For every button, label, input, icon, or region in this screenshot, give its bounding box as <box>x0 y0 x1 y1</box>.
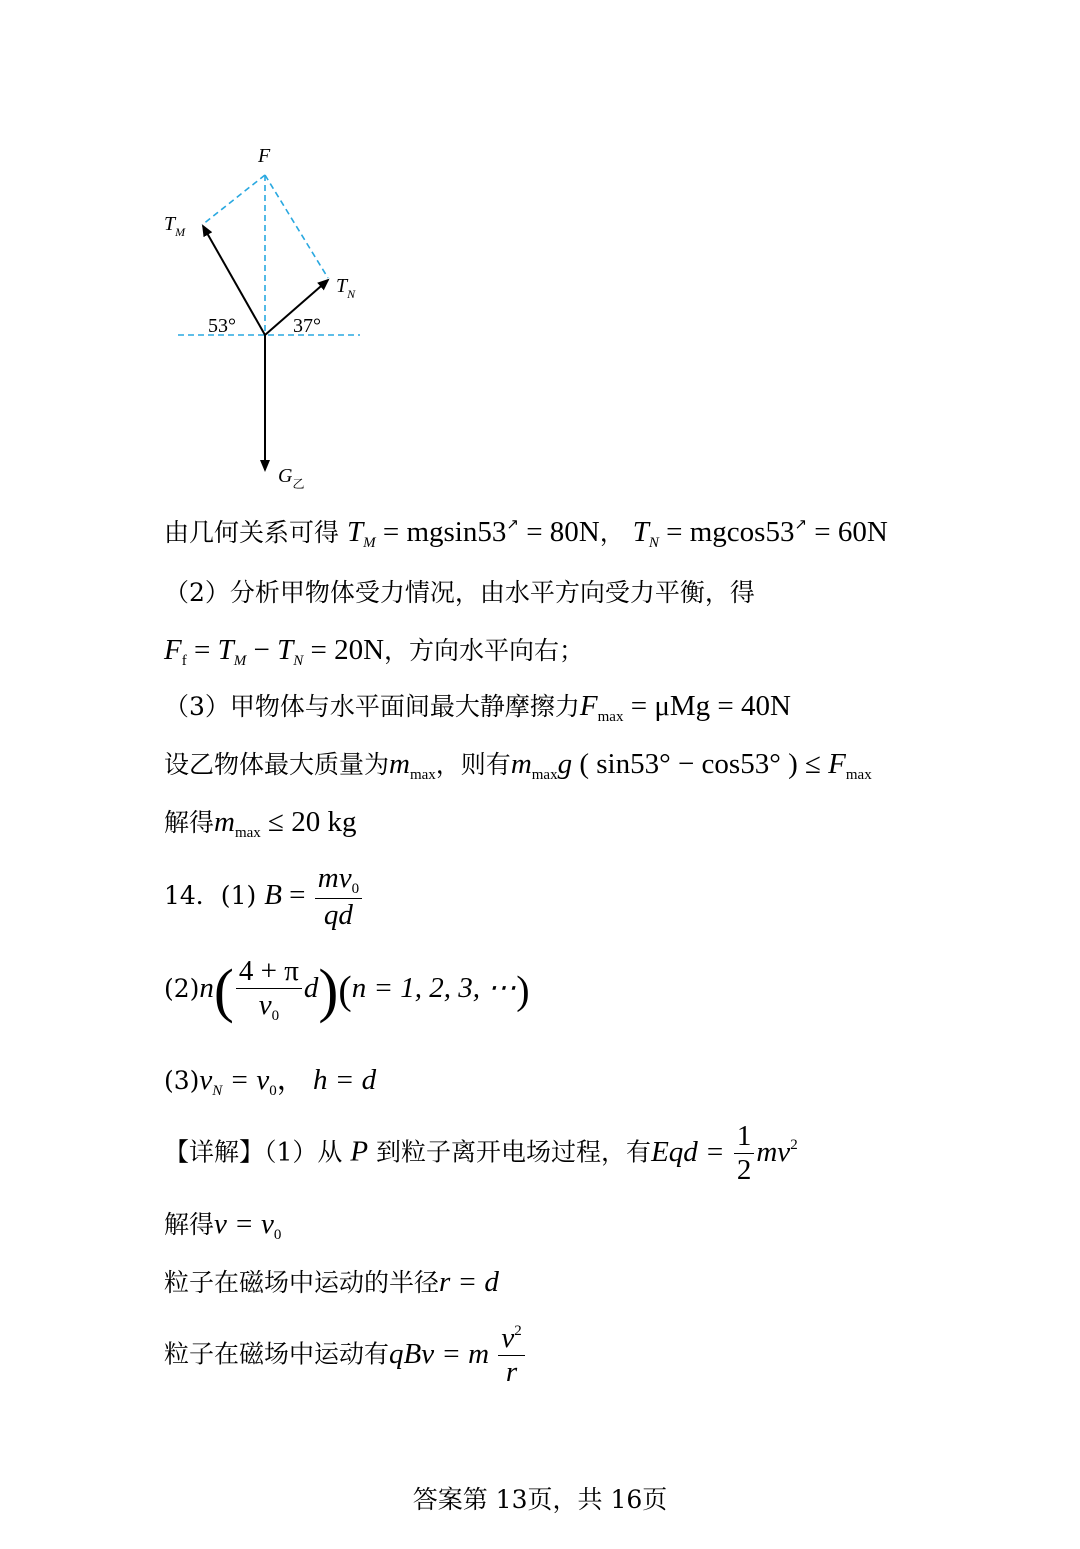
detail-part1: 【详解】（1）从 P 到粒子离开电场过程，有Eqd = $\frac{1}{2}$ $mv^2$ <box>164 1120 798 1187</box>
parallelogram-edge-left <box>202 175 265 225</box>
line-tension-values: 由几何关系可得 $T_M = mgsin53^↗ = 80N$， $T_N = mgcos53^↗ = 60N$ <box>164 516 888 551</box>
angle-53: 53° <box>208 315 236 337</box>
line-max-mass-result: 解得$m_{max} \le 20$ kg <box>164 806 357 841</box>
line-max-mass-condition: 设乙物体最大质量为$m_{max}$，则有$m_{max}g$ ( sin53° − cos53° ) ≤ $F_{max}$ <box>164 748 872 783</box>
line-max-static-friction: （3）甲物体与水平面间最大静摩擦力$F_{max} = \mu Mg = 40N$ <box>164 690 791 725</box>
line-analysis-part2: （2）分析甲物体受力情况，由水平方向受力平衡，得 <box>164 578 755 607</box>
motion-equation: 粒子在磁场中运动有qBv = m $\frac{v^2}{r}$ <box>164 1322 527 1390</box>
label-g: $G_乙$ <box>278 465 305 491</box>
radius-line: 粒子在磁场中运动的半径r = d <box>164 1266 499 1298</box>
page-footer: 答案第 13页，共 16页 <box>412 1485 668 1514</box>
parallelogram-edge-right <box>265 175 328 278</box>
label-f: F <box>258 145 271 167</box>
line-friction-result: $F_f = T_M - T_N = 20N$，方向水平向右； <box>164 634 585 669</box>
q14-part1: 14．(1) B = $\frac{mv_0}{qd}$ <box>164 862 364 933</box>
q14-part3: $(3)v_N = v_0$， h = d <box>164 1064 377 1099</box>
label-tn: $T_N$ <box>336 275 356 301</box>
force-diagram <box>150 130 380 500</box>
label-tm: $T_M$ <box>164 213 186 239</box>
q14-part2: (2)n( $\frac{4 + \pi}{v_0}$ d)(n = 1, 2, 3, ⋯) <box>164 955 530 1025</box>
solve-velocity: 解得$v = v_0$ <box>164 1208 282 1243</box>
angle-37: 37° <box>293 315 321 337</box>
